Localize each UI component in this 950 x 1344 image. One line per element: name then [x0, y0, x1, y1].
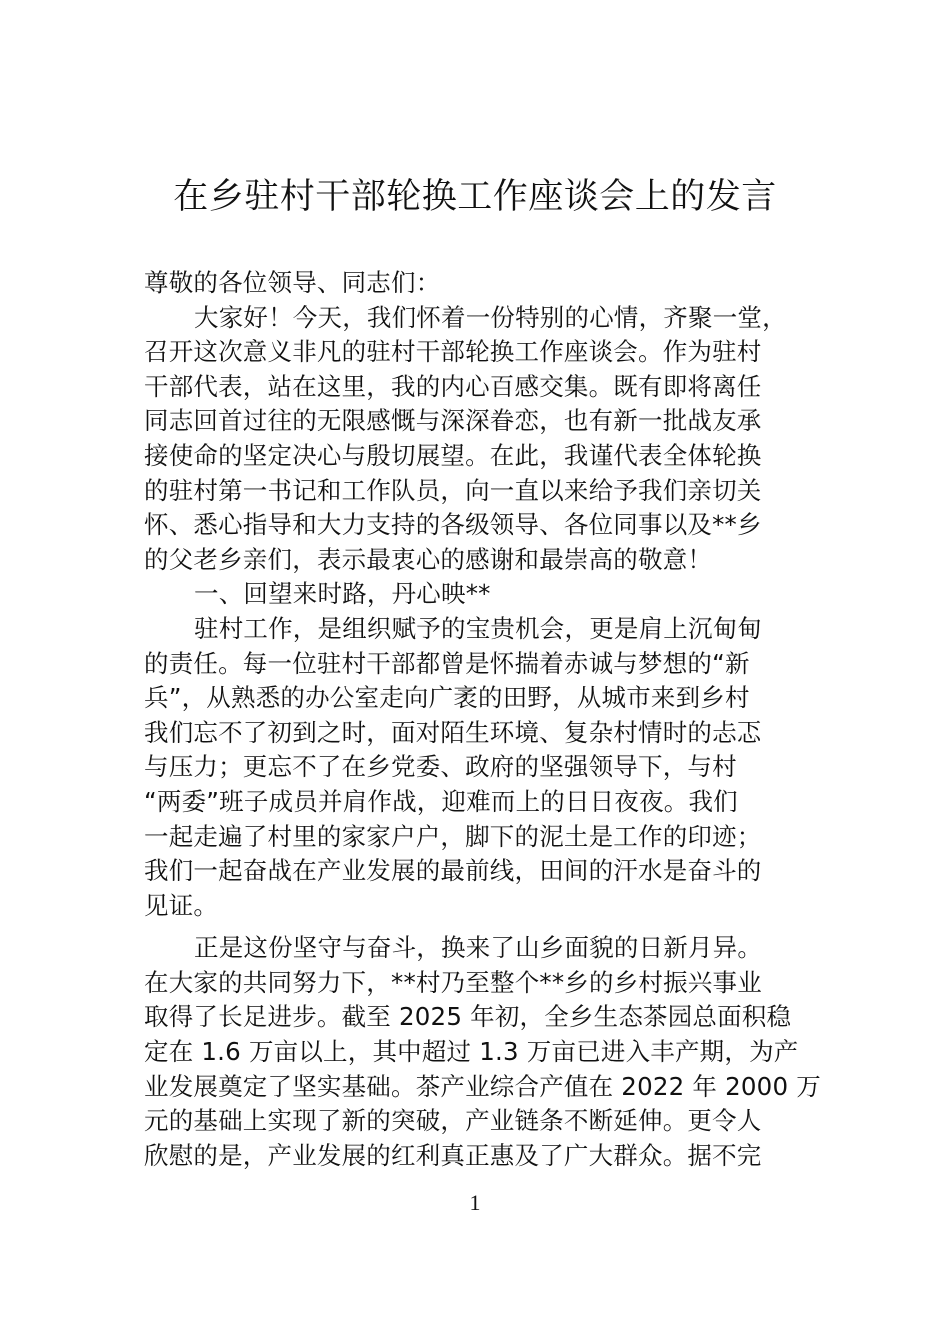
page-number: 1 — [469, 1190, 481, 1215]
paragraph-line: 元的基础上实现了新的突破，产业链条不断延伸。更令人 — [144, 1106, 762, 1136]
paragraph-line: 欣慰的是，产业发展的红利真正惠及了广大群众。据不完 — [144, 1140, 762, 1170]
paragraph-line: 兵”，从熟悉的办公室走向广袤的田野，从城市来到乡村 — [144, 683, 750, 713]
document-body — [144, 266, 824, 1173]
paragraph-line: 取得了长足进步。截至 2025 年初，全乡生态茶园总面积稳 — [144, 1002, 792, 1032]
paragraph-line: “两委”班子成员并肩作战，迎难而上的日日夜夜。我们 — [144, 786, 738, 816]
paragraph-line: 我们一起奋战在产业发展的最前线，田间的汗水是奋斗的 — [144, 856, 762, 886]
paragraph-line: 见证。 — [144, 890, 219, 920]
paragraph-line: 定在 1.6 万亩以上，其中超过 1.3 万亩已进入丰产期，为产 — [144, 1037, 799, 1067]
salutation: 尊敬的各位领导、同志们： — [144, 268, 441, 297]
paragraph-line: 驻村工作，是组织赋予的宝贵机会，更是肩上沉甸甸 — [194, 613, 763, 643]
paragraph-line: 在大家的共同努力下，**村乃至整个**乡的乡村振兴事业 — [144, 967, 762, 997]
paragraph-line: 业发展奠定了坚实基础。茶产业综合产值在 2022 年 2000 万 — [144, 1071, 821, 1101]
paragraph-line: 干部代表，站在这里，我的内心百感交集。既有即将离任 — [144, 371, 762, 401]
section-heading: 一、回望来时路，丹心映** — [194, 579, 491, 609]
paragraph-line: 与压力；更忘不了在乡党委、政府的坚强领导下，与村 — [144, 752, 737, 782]
paragraph-line: 同志回首过往的无限感慨与深深眷恋，也有新一批战友承 — [144, 406, 762, 436]
paragraph-line: 的责任。每一位驻村干部都曾是怀揣着赤诚与梦想的“新 — [144, 648, 750, 678]
paragraph-line: 我们忘不了初到之时，面对陌生环境、复杂村情时的忐忑 — [144, 717, 762, 747]
paragraph-line: 怀、悉心指导和大力支持的各级领导、各位同事以及**乡 — [144, 510, 762, 540]
paragraph-line: 召开这次意义非凡的驻村干部轮换工作座谈会。作为驻村 — [144, 337, 762, 367]
paragraph-line: 一起走遍了村里的家家户户，脚下的泥土是工作的印迹； — [144, 821, 762, 851]
paragraph-gap — [144, 923, 824, 931]
paragraph-line: 正是这份坚守与奋斗，换来了山乡面貌的日新月异。 — [194, 933, 763, 963]
document-title: 在乡驻村干部轮换工作座谈会上的发言 — [173, 177, 777, 217]
paragraph-line: 接使命的坚定决心与殷切展望。在此，我谨代表全体轮换 — [144, 440, 762, 470]
paragraph-line: 的父老乡亲们，表示最衷心的感谢和最崇高的敬意！ — [144, 544, 713, 574]
paragraph-line: 大家好！今天，我们怀着一份特别的心情，齐聚一堂， — [194, 302, 787, 332]
paragraph-line: 的驻村第一书记和工作队员，向一直以来给予我们亲切关 — [144, 475, 762, 505]
